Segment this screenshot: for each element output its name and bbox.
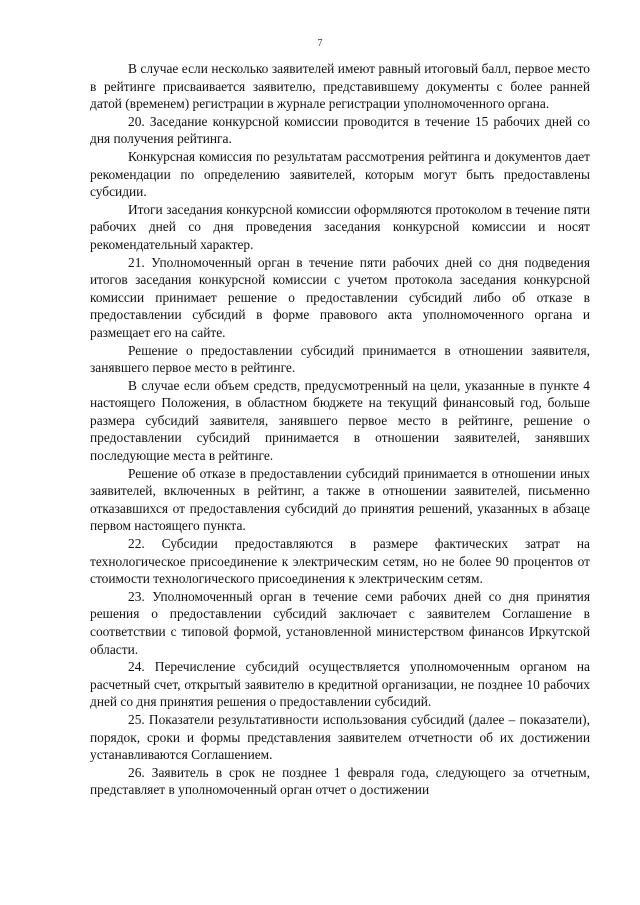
paragraph: 25. Показатели результативности использования субсидий (далее – показатели), порядок, сроки и формы представления заявителем отчетности об их достижении устанавливаются Соглашением. <box>90 711 590 763</box>
paragraph: Конкурсная комиссия по результатам рассмотрения рейтинга и документов дает рекомендации по определению заявителей, которым могут быть предоставлены субсидии. <box>90 148 590 200</box>
paragraph: 23. Уполномоченный орган в течение семи рабочих дней со дня принятия решения о предоставлении субсидий заключает с заявителем Соглашение в соответствии с типовой формой, установленной министерством финансов Иркутской области. <box>90 588 590 657</box>
paragraph: Решение об отказе в предоставлении субсидий принимается в отношении иных заявителей, включенных в рейтинг, а также в отношении заявителей, письменно отказавшихся от предоставления субсидий до принятия решений, указанных в абзаце первом настоящего пункта. <box>90 465 590 534</box>
paragraph: 26. Заявитель в срок не позднее 1 февраля года, следующего за отчетным, представляет в уполномоченный орган отчет о достижении <box>90 764 590 798</box>
paragraph: Решение о предоставлении субсидий принимается в отношении заявителя, занявшего первое место в рейтинге. <box>90 342 590 376</box>
paragraph: В случае если объем средств, предусмотренный на цели, указанные в пункте 4 настоящего Положения, в областном бюджете на текущий финансовый год, больше размера субсидий заявителя, занявшего первое место в рейтинге, решение о предоставлении субсидий принимается в отношении заявителей, занявших последующие места в рейтинге. <box>90 377 590 464</box>
paragraph: 20. Заседание конкурсной комиссии проводится в течение 15 рабочих дней со дня получения рейтинга. <box>90 113 590 147</box>
paragraph: Итоги заседания конкурсной комиссии оформляются протоколом в течение пяти рабочих дней со дня проведения заседания конкурсной комиссии и носят рекомендательный характер. <box>90 201 590 252</box>
paragraph: 22. Субсидии предоставляются в размере фактических затрат на технологическое присоединение к электрическим сетям, но не более 90 процентов от стоимости технологического присоединения к электрическим сетям. <box>90 536 590 587</box>
document-body <box>90 60 590 799</box>
paragraph: 21. Уполномоченный орган в течение пяти рабочих дней со дня подведения итогов заседания конкурсной комиссии с учетом протокола заседания конкурсной комиссии принимает решение о предоставлении субсидий либо об отказе в предоставлении субсидий в форме правового акта уполномоченного органа и размещает его на сайте. <box>90 254 590 340</box>
paragraph: 24. Перечисление субсидий осуществляется уполномоченным органом на расчетный счет, открытый заявителю в кредитной организации, не позднее 10 рабочих дней со дня принятия решения о предоставлении субсидий. <box>90 659 590 710</box>
paragraph: В случае если несколько заявителей имеют равный итоговый балл, первое место в рейтинге присваивается заявителю, представившему документы с более ранней датой (временем) регистрации в журнале регистрации уполномоченного органа. <box>90 61 590 112</box>
page-number: 7 <box>317 38 323 49</box>
